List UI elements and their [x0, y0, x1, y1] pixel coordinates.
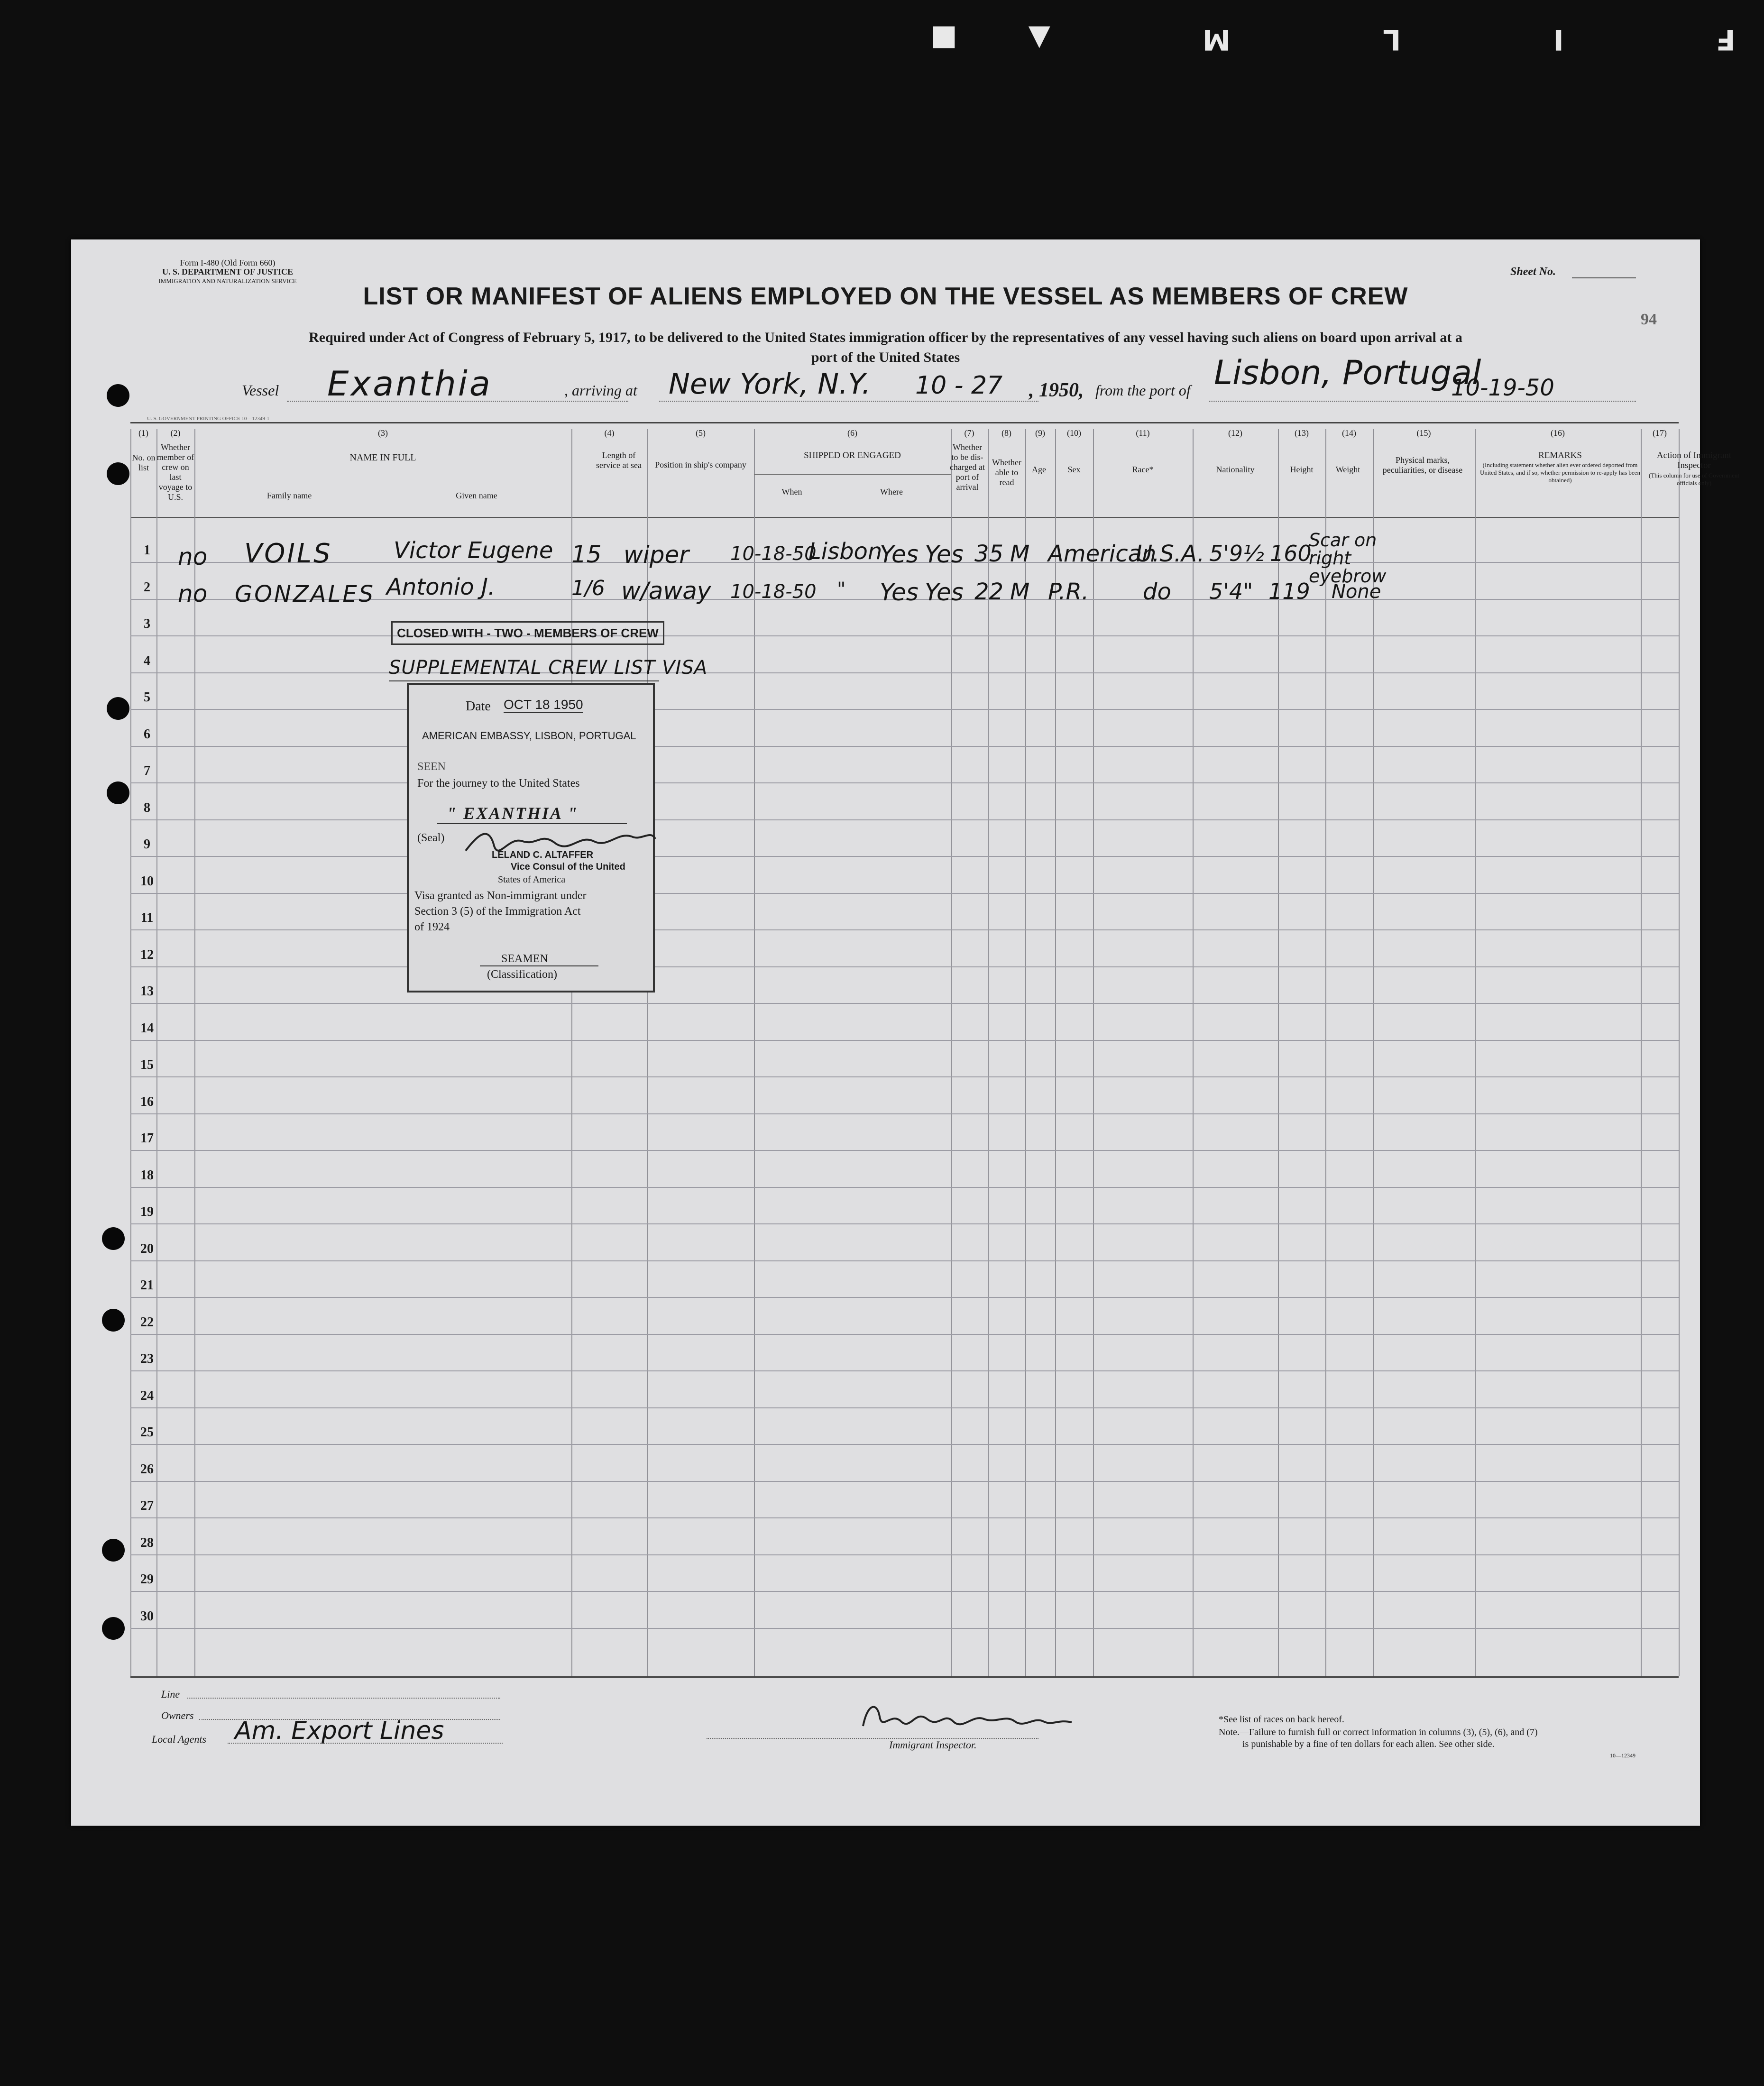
row-rule [130, 746, 1679, 747]
departure-dotted-line [1209, 401, 1636, 402]
col-1-header: No. on list [132, 453, 156, 472]
races-note: *See list of races on back hereof. [1219, 1714, 1344, 1725]
column-number: (7) [964, 428, 974, 438]
col-17-header: Action of Immigrant Inspector [1656, 450, 1732, 470]
when-header: When [781, 487, 802, 496]
sex: M [1010, 541, 1030, 567]
column-number: (5) [696, 428, 706, 438]
row-number: 20 [140, 1241, 154, 1256]
printing-office: U. S. GOVERNMENT PRINTING OFFICE 10—12349-1 [147, 416, 270, 422]
department: U. S. DEPARTMENT OF JUSTICE [162, 267, 294, 276]
owners-label: Owners [161, 1709, 194, 1721]
row-rule [130, 1150, 1679, 1151]
row-number: 1 [144, 543, 150, 558]
visa-date: OCT 18 1950 [504, 697, 583, 713]
subtitle-line2: port of the United States [811, 349, 960, 365]
inspector-signature [749, 1693, 1100, 1745]
arrival-year: , 1950, [1029, 379, 1084, 401]
physical-marks: Scar on right eyebrow [1309, 530, 1387, 587]
row-number: 9 [144, 837, 150, 852]
table-top-rule [130, 422, 1679, 423]
manifest-sheet [71, 239, 1739, 1826]
column-rule [1193, 429, 1194, 1676]
print-code: 10—12349 [1610, 1752, 1635, 1759]
punch-hole [102, 1539, 125, 1562]
punch-hole [102, 1617, 125, 1640]
row-number: 3 [144, 616, 150, 631]
row-number: 14 [140, 1021, 154, 1036]
discharged: Yes [880, 541, 919, 568]
physical-marks: None [1332, 581, 1381, 603]
row-number: 13 [140, 984, 154, 999]
row-number: 19 [140, 1204, 154, 1219]
row-number: 28 [140, 1535, 154, 1550]
row-number: 22 [140, 1315, 154, 1330]
note-line-1: Note.—Failure to furnish full or correct information in columns (3), (5), (6), and (7) [1219, 1727, 1538, 1737]
inspector-label: Immigrant Inspector. [889, 1739, 977, 1751]
row-number: 8 [144, 800, 150, 815]
discharged: Yes [880, 579, 919, 606]
consul-name: LELAND C. ALTAFFER [492, 850, 594, 860]
family-name: GONZALES [235, 581, 376, 607]
punch-hole [102, 1227, 125, 1250]
age: 22 [974, 579, 1004, 605]
consul-title: Vice Consul of the United [511, 862, 625, 872]
sheet-label: Sheet No. [1510, 266, 1556, 278]
classification-underline [480, 965, 598, 966]
col-6-header: SHIPPED OR ENGAGED [804, 450, 901, 460]
agents-dotted [228, 1743, 503, 1744]
row-rule [130, 819, 1679, 820]
column-rule [951, 429, 952, 1676]
column-rule [1641, 429, 1642, 1676]
column-rule [1093, 429, 1094, 1676]
vessel-label: Vessel [242, 382, 279, 399]
shipped-where: " [837, 579, 846, 600]
col-11-header: Race* [1132, 465, 1154, 474]
where-header: Where [880, 487, 903, 496]
given-name: Antonio J. [386, 574, 496, 600]
visa-text-1: Visa granted as Non-immigrant under [414, 890, 587, 902]
row-number: 15 [140, 1057, 154, 1072]
column-rule [1025, 429, 1026, 1676]
column-number: (6) [847, 428, 857, 438]
sheet-number-line [1572, 277, 1636, 278]
row-number: 26 [140, 1462, 154, 1477]
col-3-header: NAME IN FULL [349, 452, 416, 463]
arrival-date: 10 - 27 [915, 371, 1003, 400]
punch-hole [107, 384, 129, 407]
row-number: 2 [144, 580, 150, 595]
visa-ship-name: " EXANTHIA " [447, 804, 579, 823]
column-rule [1325, 429, 1326, 1676]
page-title: LIST OR MANIFEST OF ALIENS EMPLOYED ON THE VESSEL AS MEMBERS OF CREW [363, 283, 1408, 310]
row-rule [130, 1407, 1679, 1408]
col-9-header: Age [1032, 465, 1046, 474]
row-rule [130, 1517, 1679, 1518]
row-rule [130, 1554, 1679, 1555]
visa-date-label: Date [466, 699, 491, 714]
column-rule [1373, 429, 1374, 1676]
visa-classification-value: SEAMEN [501, 953, 548, 965]
subtitle-line1: Required under Act of Congress of February 5, 1917, to be delivered to the United States immigration officer by the representatives of any vessel having such aliens on board upon arrival at a [309, 330, 1462, 345]
col-14-header: Weight [1335, 465, 1360, 474]
embassy-name: AMERICAN EMBASSY, LISBON, PORTUGAL [422, 730, 636, 742]
punch-hole [107, 781, 129, 804]
column-number: (4) [604, 428, 615, 438]
row-rule [130, 1040, 1679, 1041]
visa-seen: SEEN [417, 761, 446, 773]
col-16-header: REMARKS [1538, 450, 1582, 460]
arriving-label: , arriving at [564, 382, 637, 399]
row-number: 18 [140, 1168, 154, 1183]
column-rule [988, 429, 989, 1676]
column-number: (10) [1067, 428, 1081, 438]
row-rule [130, 893, 1679, 894]
column-number: (12) [1228, 428, 1242, 438]
col-4-header: Length of service at sea [596, 450, 642, 470]
column-number: (13) [1295, 428, 1309, 438]
shipped-when: 10-18-50 [730, 543, 817, 565]
arriving-dotted-line [659, 401, 1038, 402]
col-15-header: Physical marks, peculiarities, or disease [1382, 455, 1463, 475]
column-number: (14) [1342, 428, 1356, 438]
note-line-2: is punishable by a fine of ten dollars for each alien. See other side. [1242, 1739, 1495, 1749]
row-rule [130, 1003, 1679, 1004]
row-number: 17 [140, 1131, 154, 1146]
column-rule [194, 429, 195, 1676]
punch-hole [107, 462, 129, 485]
line-label: Line [161, 1688, 180, 1700]
column-rule [1055, 429, 1056, 1676]
weight: 119 [1268, 579, 1310, 604]
col-12-header: Nationality [1216, 465, 1255, 474]
visa-heading: SUPPLEMENTAL CREW LIST VISA [389, 657, 708, 679]
visa-seal: (Seal) [417, 832, 445, 844]
row-number: 4 [144, 653, 150, 668]
race: American [1048, 541, 1157, 567]
weight: 160 [1270, 541, 1312, 566]
given-name: Victor Eugene [394, 537, 553, 564]
row-number: 21 [140, 1278, 154, 1293]
vessel-dotted-line [287, 401, 628, 402]
column-rule [754, 429, 755, 1676]
column-number: (15) [1416, 428, 1431, 438]
row-number: 16 [140, 1094, 154, 1109]
row-rule [130, 1334, 1679, 1335]
given-name-header: Given name [456, 491, 497, 500]
punch-hole [107, 697, 129, 720]
col-7-header: Whether to be dis-charged at port of arrival [949, 442, 985, 492]
visa-classification-label: (Classification) [487, 968, 557, 981]
header-bottom-rule [130, 517, 1679, 518]
row-number: 29 [140, 1572, 154, 1587]
col-2-header: Whether member of crew on last voyage to U.S. [156, 442, 194, 502]
column-number: (11) [1136, 428, 1150, 438]
able-to-read: Yes [925, 579, 964, 606]
column-number: (2) [170, 428, 181, 438]
vessel-name: Exanthia [327, 364, 492, 404]
row-number: 7 [144, 763, 150, 778]
service: IMMIGRATION AND NATURALIZATION SERVICE [158, 277, 297, 285]
height: 5'9½ [1209, 541, 1264, 566]
row-rule [130, 672, 1679, 673]
agents-value: Am. Export Lines [235, 1717, 444, 1745]
row-number: 23 [140, 1351, 154, 1366]
column-rule [647, 429, 648, 1676]
table-bottom-rule [130, 1676, 1679, 1678]
row-rule [130, 1297, 1679, 1298]
column-number: (8) [1001, 428, 1011, 438]
row-rule [130, 1591, 1679, 1592]
row-rule [130, 1223, 1679, 1224]
row-rule [130, 709, 1679, 710]
departure-port: Lisbon, Portugal [1214, 353, 1481, 392]
nationality: U.S.A. [1136, 541, 1205, 567]
consul-title-2: States of America [498, 874, 566, 885]
column-rule [130, 429, 131, 1676]
row-number: 10 [140, 874, 154, 889]
row-number: 11 [140, 910, 154, 925]
race: P.R. [1048, 579, 1089, 605]
agents-label: Local Agents [152, 1733, 207, 1745]
form-identification [152, 258, 303, 285]
row-rule [130, 1444, 1679, 1445]
col-13-header: Height [1290, 465, 1314, 474]
column-rule [1679, 429, 1680, 1676]
last-voyage: no [178, 580, 208, 607]
col-5-header: Position in ship's company [655, 460, 746, 469]
row-rule [130, 782, 1679, 783]
row-rule [130, 1076, 1679, 1077]
row-number: 5 [144, 690, 150, 705]
nationality: do [1143, 579, 1171, 605]
column-number: (17) [1653, 428, 1667, 438]
row-rule [130, 1481, 1679, 1482]
column-number: (9) [1035, 428, 1045, 438]
film-marker: F I L M ▲■ [859, 23, 1736, 56]
age: 35 [974, 541, 1004, 567]
row-rule [130, 856, 1679, 857]
row-rule [130, 1628, 1679, 1629]
arriving-port: New York, N.Y. [669, 368, 871, 401]
height: 5'4" [1209, 579, 1253, 604]
column-number: (1) [138, 428, 148, 438]
shipped-when: 10-18-50 [730, 581, 817, 603]
last-voyage: no [178, 543, 208, 570]
visa-journey: For the journey to the United States [417, 777, 580, 790]
service-length: 1/6 [571, 576, 605, 600]
sex: M [1010, 579, 1030, 605]
visa-text-3: of 1924 [414, 921, 450, 933]
visa-stamp [407, 683, 655, 992]
row-rule [130, 1113, 1679, 1114]
punch-hole [102, 1309, 125, 1332]
position: wiper [624, 541, 689, 569]
row-rule [130, 966, 1679, 967]
col-17-note: (This column for use of Government officials only) [1649, 472, 1739, 487]
position: w/away [621, 577, 711, 605]
visa-heading-underline [389, 680, 659, 681]
visa-text-2: Section 3 (5) of the Immigration Act [414, 905, 581, 918]
row-number: 25 [140, 1425, 154, 1440]
row-rule [130, 1187, 1679, 1188]
col-6-divider [754, 474, 951, 475]
shipped-where: Lisbon [808, 538, 882, 565]
column-rule [571, 429, 572, 1676]
row-rule [130, 635, 1679, 636]
form-number: Form I-480 (Old Form 660) [180, 258, 276, 267]
family-name-header: Family name [266, 491, 312, 500]
column-number: (3) [378, 428, 388, 438]
col-16-note: (Including statement whether alien ever ordered deported from United States, and if so, whether permission to re-apply has been obtained) [1480, 461, 1640, 484]
row-number: 24 [140, 1388, 154, 1403]
col-8-header: Whether able to read [992, 458, 1021, 487]
column-number: (16) [1551, 428, 1565, 438]
page-number: 94 [1641, 311, 1657, 328]
column-rule [1475, 429, 1476, 1676]
able-to-read: Yes [925, 541, 964, 568]
row-rule [130, 1260, 1679, 1261]
inspector-dotted [707, 1738, 1038, 1739]
family-name: VOILS [244, 538, 332, 569]
column-rule [1278, 429, 1279, 1676]
row-rule [130, 1370, 1679, 1371]
service-length: 15 [571, 541, 602, 568]
row-number: 27 [140, 1498, 154, 1513]
row-number: 12 [140, 947, 154, 962]
from-port-label: from the port of [1095, 382, 1191, 399]
col-10-header: Sex [1067, 465, 1081, 474]
row-number: 6 [144, 727, 150, 742]
row-rule [130, 929, 1679, 930]
closed-with-stamp: CLOSED WITH - TWO - MEMBERS OF CREW [391, 621, 664, 645]
departure-date: 10-19-50 [1451, 375, 1554, 401]
row-number: 30 [140, 1609, 154, 1624]
line-dotted [187, 1698, 500, 1699]
